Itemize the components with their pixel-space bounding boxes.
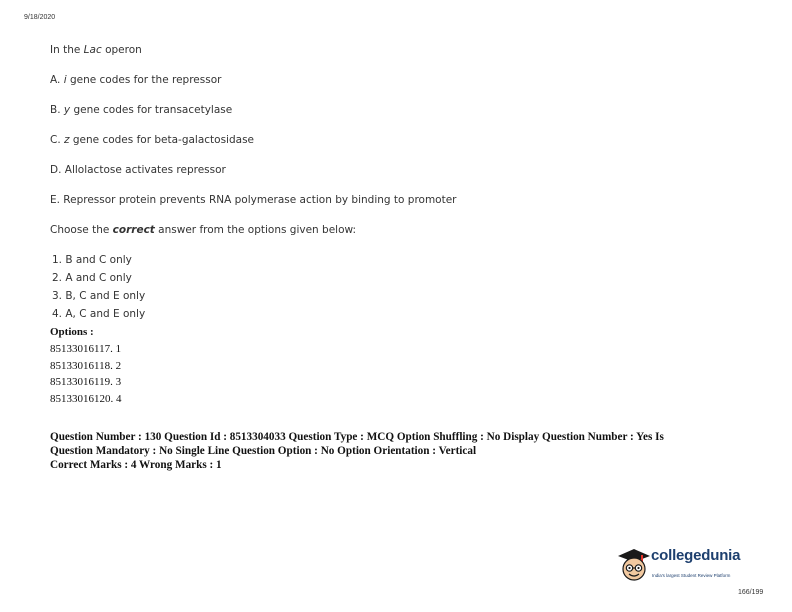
- instruction: Choose the correct answer from the options given below:: [50, 224, 357, 236]
- brand-tagline: India's largest Student Review Platform: [652, 573, 731, 578]
- graduate-mascot-icon: [614, 545, 654, 585]
- meta-line-3: Correct Marks : 4 Wrong Marks : 1: [50, 459, 222, 471]
- option-id-4: 85133016120. 4: [50, 393, 122, 405]
- meta-line-2: Question Mandatory : No Single Line Question Option : No Option Orientation : Vertical: [50, 445, 477, 457]
- statement-c: C. z gene codes for beta-galactosidase: [50, 134, 254, 146]
- statement-a: A. i gene codes for the repressor: [50, 74, 222, 86]
- statement-d: D. Allolactose activates repressor: [50, 164, 226, 176]
- choice-3: 3. B, C and E only: [52, 290, 146, 302]
- statement-e: E. Repressor protein prevents RNA polymerase action by binding to promoter: [50, 194, 457, 206]
- choice-1: 1. B and C only: [52, 254, 132, 266]
- question-stem: In the Lac operon: [50, 44, 142, 56]
- page-number: 166/199: [738, 589, 764, 596]
- choice-4: 4. A, C and E only: [52, 308, 146, 320]
- statement-b: B. y gene codes for transacetylase: [50, 104, 233, 116]
- choice-2: 2. A and C only: [52, 272, 132, 284]
- option-id-1: 85133016117. 1: [50, 343, 122, 355]
- lac-italic: Lac: [83, 44, 102, 56]
- option-id-2: 85133016118. 2: [50, 360, 122, 372]
- options-label: Options :: [50, 326, 94, 338]
- meta-line-1: Question Number : 130 Question Id : 8513304033 Question Type : MCQ Option Shuffling : No Display Question Number : Yes Is: [50, 431, 664, 443]
- question-meta: [50, 430, 750, 472]
- print-date: 9/18/2020: [24, 14, 56, 21]
- brand-name: collegedunia: [651, 547, 741, 564]
- option-id-3: 85133016119. 3: [50, 376, 122, 388]
